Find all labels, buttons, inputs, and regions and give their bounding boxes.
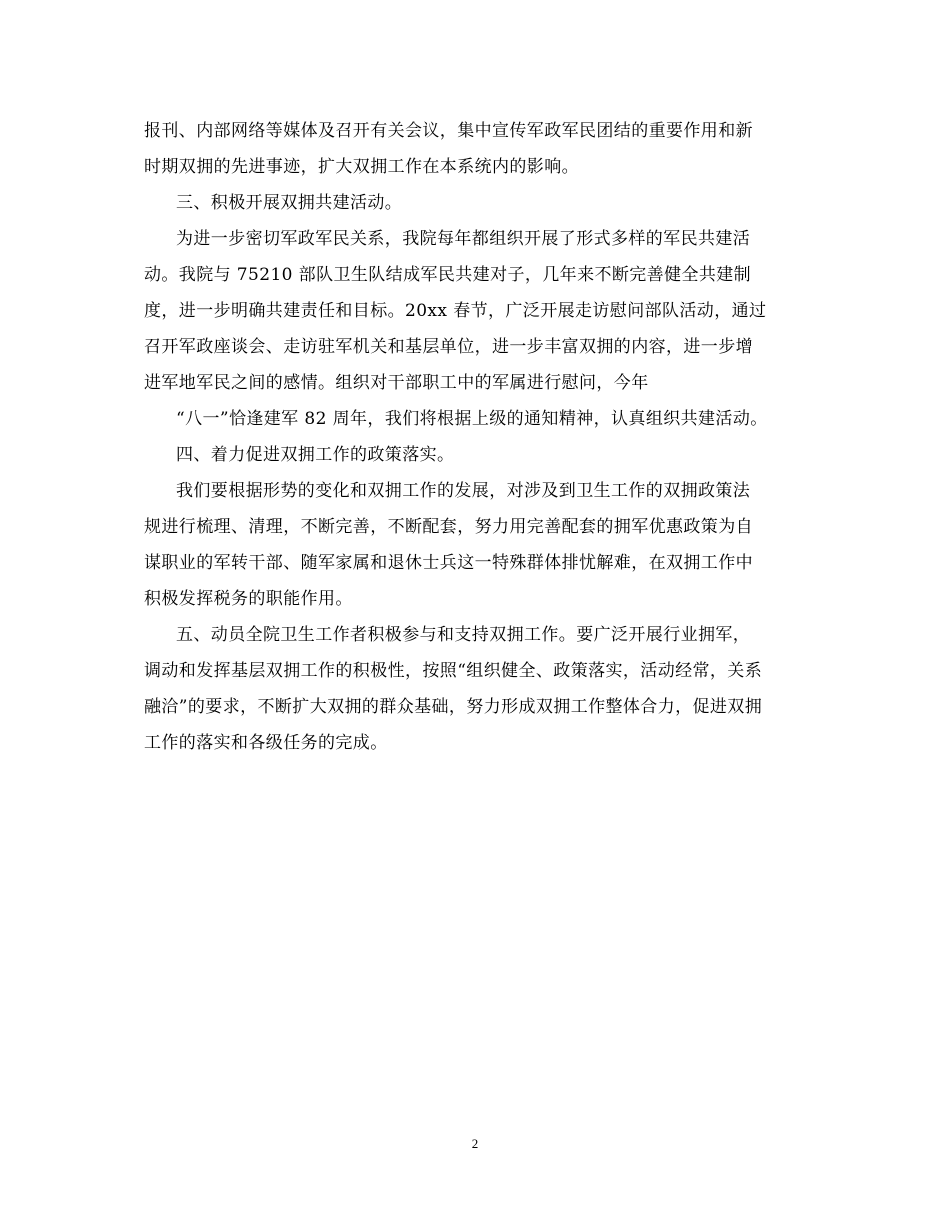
body-line: 动。我院与 75210 部队卫生队结成军民共建对子，几年来不断完善健全共建制 — [144, 265, 752, 285]
body-line: 为进一步密切军政军民关系，我院每年都组织开展了形式多样的军民共建活 — [176, 229, 751, 249]
body-line: 进军地军民之间的感情。组织对干部职工中的军属进行慰问，今年 — [144, 373, 649, 393]
body-line: 报刊、内部网络等媒体及召开有关会议，集中宣传军政军民团结的重要作用和新 — [144, 121, 753, 141]
body-line: 时期双拥的先进事迹，扩大双拥工作在本系统内的影响。 — [144, 157, 579, 177]
page-number: 2 — [471, 1136, 479, 1151]
body-line: 工作的落实和各级任务的完成。 — [144, 733, 388, 753]
body-line: “八一”恰逢建军 82 周年，我们将根据上级的通知精神，认真组织共建活动。 — [176, 409, 768, 429]
body-line: 调动和发挥基层双拥工作的积极性，按照“组织健全、政策落实，活动经常，关系 — [144, 661, 763, 681]
section-heading: 三、积极开展双拥共建活动。 — [176, 193, 403, 213]
body-line: 融洽”的要求，不断扩大双拥的群众基础，努力形成双拥工作整体合力，促进双拥 — [144, 697, 763, 717]
document-body — [144, 113, 808, 761]
body-line: 度，进一步明确共建责任和目标。20xx 春节，广泛开展走访慰问部队活动，通过 — [144, 301, 767, 321]
body-line: 谋职业的军转干部、随军家属和退休士兵这一特殊群体排忧解难，在双拥工作中 — [144, 553, 753, 573]
body-line: 召开军政座谈会、走访驻军机关和基层单位，进一步丰富双拥的内容，进一步增 — [144, 337, 753, 357]
section-heading: 四、着力促进双拥工作的政策落实。 — [176, 445, 455, 465]
body-line: 规进行梳理、清理，不断完善，不断配套，努力用完善配套的拥军优惠政策为自 — [144, 517, 753, 537]
body-line: 我们要根据形势的变化和双拥工作的发展，对涉及到卫生工作的双拥政策法 — [176, 481, 751, 501]
body-line: 积极发挥税务的职能作用。 — [144, 589, 353, 609]
section-heading: 五、动员全院卫生工作者积极参与和支持双拥工作。要广泛开展行业拥军， — [176, 625, 751, 645]
